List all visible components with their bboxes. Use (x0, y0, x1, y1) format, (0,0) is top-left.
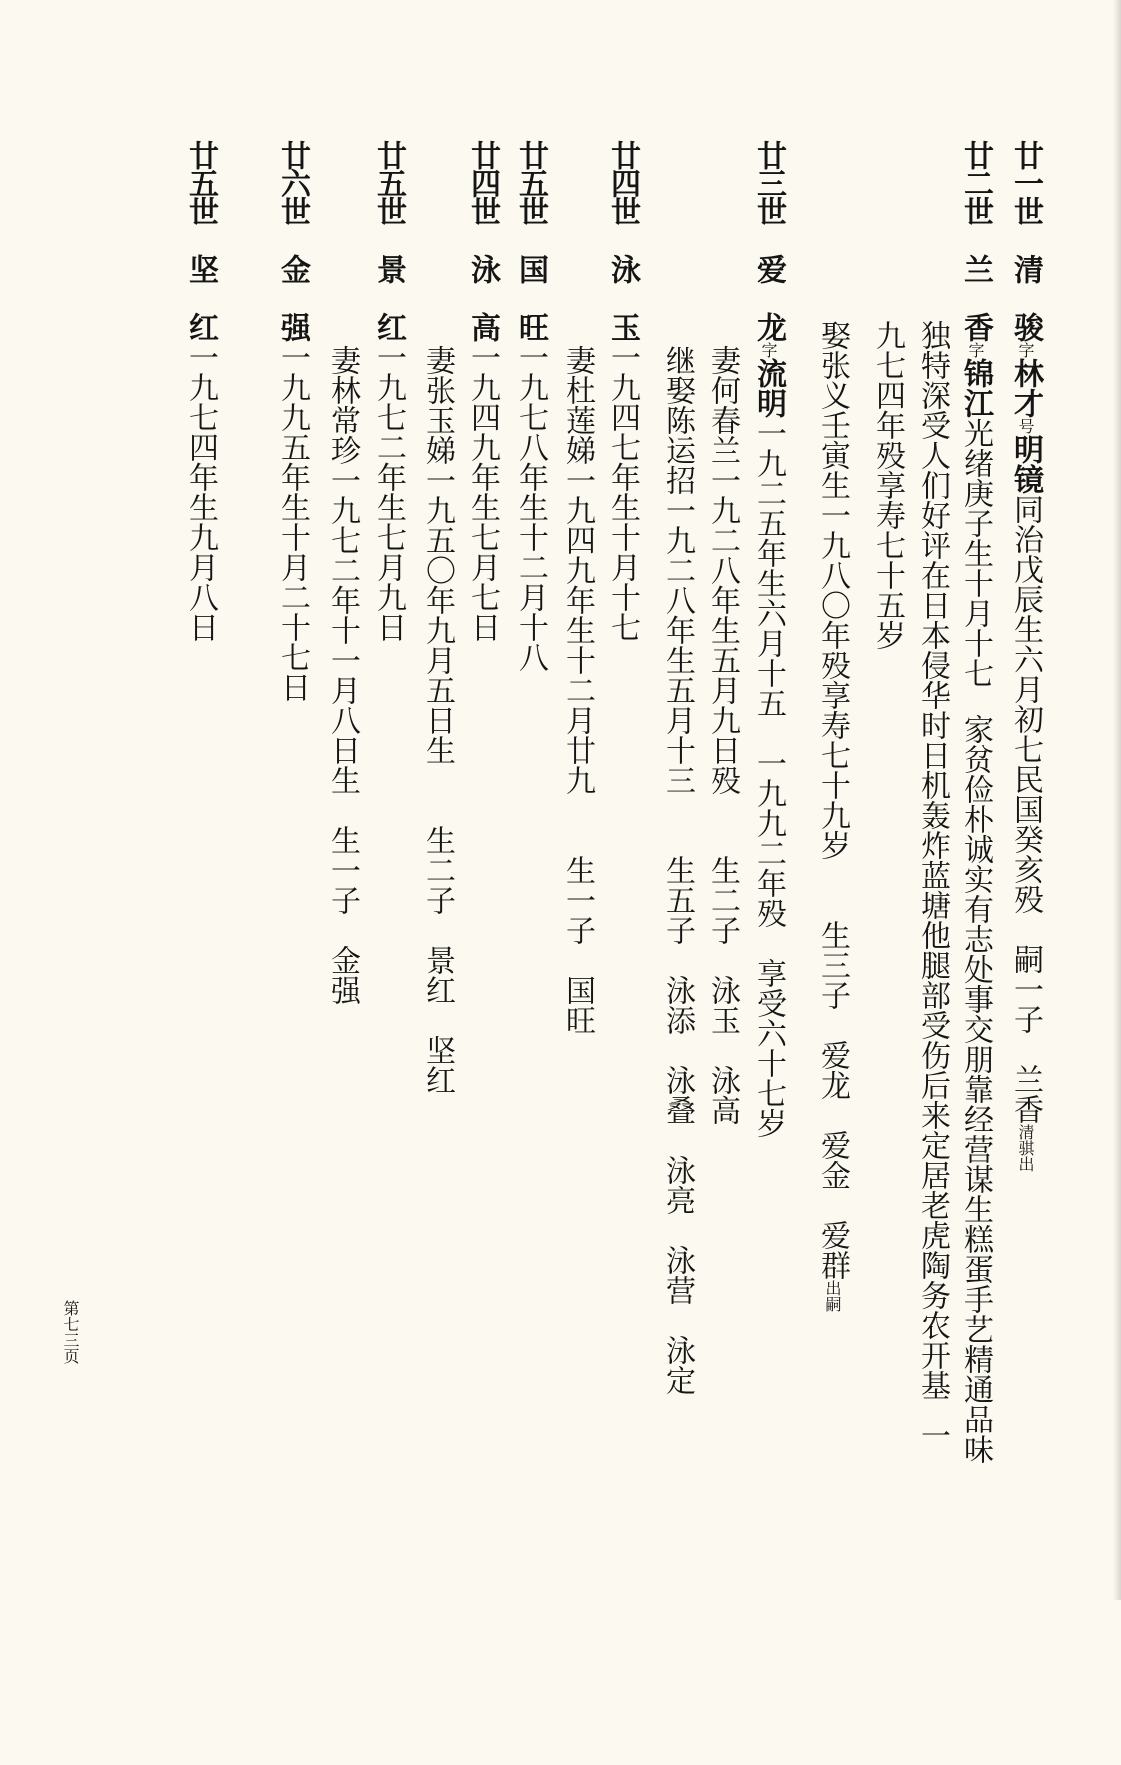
given-name: 红 (183, 312, 218, 342)
generation-label: 廿五世 (513, 140, 548, 224)
entry-23-wife (700, 345, 744, 1765)
courtesy-mark: 字 (966, 342, 985, 358)
generation-name: 泳 (465, 254, 500, 284)
entry-21-qing (1005, 140, 1049, 1560)
entry-24-yongyu (600, 140, 644, 1560)
given-name: 高 (465, 312, 500, 342)
birth-date: 一九七八年生十二月十八 (513, 342, 548, 672)
courtesy-mark: 字 (759, 342, 778, 358)
wife-info: 娶张义壬寅生一九八〇年殁享寿七十九岁 (815, 320, 850, 860)
child-name: 泳添 (660, 975, 695, 1035)
alias-mark: 号 (1016, 418, 1035, 434)
entry-22-lanxiang (955, 140, 999, 1560)
courtesy-name: 锦江 (958, 358, 993, 418)
generation-label: 廿四世 (465, 140, 500, 224)
biography: 家贫俭朴诚实有志处事交朋靠经营谋生糕蛋手艺精通品味 (958, 714, 993, 1464)
page-number: 第七三页 (61, 1300, 80, 1364)
entry-25-jinghong (366, 140, 410, 1560)
child-name: 国旺 (560, 975, 595, 1035)
wife-info: 妻林常珍一九七二年十一月八日生 (325, 345, 360, 795)
generation-label: 廿五世 (183, 140, 218, 224)
child-name: 爱金 (815, 1130, 850, 1190)
child-name: 泳亮 (660, 1155, 695, 1215)
entry-23-second-wife (655, 345, 699, 1765)
wife-info: 妻杜莲娣一九四九年生十二月廿九 (560, 345, 595, 795)
entry-24-yonggao (460, 140, 504, 1560)
given-name: 红 (371, 312, 406, 342)
child-name: 泳营 (660, 1245, 695, 1305)
child-name: 坚红 (420, 1035, 455, 1095)
entry-24-yonggao-wife (415, 345, 459, 1765)
generation-name: 爱 (751, 254, 786, 284)
page-edge (1113, 0, 1121, 1600)
biography: 独特深受人们好评在日本侵华时日机轰炸蓝塘他腿部受伤后来定居老虎陶务农开基 (915, 320, 950, 1400)
children-count: 生一子 (325, 825, 360, 915)
given-name: 骏 (1008, 312, 1043, 342)
child-name: 泳叠 (660, 1065, 695, 1125)
heir-name: 兰香 (1008, 1064, 1043, 1124)
generation-label: 廿四世 (605, 140, 640, 224)
birth-date: 一九四九年生七月七日 (465, 342, 500, 642)
generation-label: 廿二世 (958, 140, 993, 224)
birth-date: 一九七二年生七月九日 (371, 342, 406, 642)
child-name: 泳高 (705, 1065, 740, 1125)
child-name: 景红 (420, 945, 455, 1005)
wife-info: 妻张玉娣一九五〇年九月五日生 (420, 345, 455, 765)
death-date: 一九九二年殁 (751, 748, 786, 928)
birth-date: 一九七四年生九月八日 (183, 342, 218, 642)
generation-label: 廿六世 (275, 140, 310, 224)
children-count: 生一子 (560, 855, 595, 945)
wife-info: 妻何春兰一九二八年生五月九日殁 (705, 345, 740, 795)
child-name: 金强 (325, 945, 360, 1005)
given-name: 强 (275, 312, 310, 342)
entry-26-jinqiang (270, 140, 314, 1560)
entry-23-ailong (748, 140, 792, 1560)
children-count: 生二子 (420, 825, 455, 915)
entry-22-death (865, 320, 909, 1740)
death-date: 九七四年殁享寿七十五岁 (870, 320, 905, 650)
entry-25-guowang (508, 140, 552, 1560)
birth-date: 一九九五年生十月二十七日 (275, 342, 310, 702)
child-name: 泳玉 (705, 975, 740, 1035)
entry-25-jinghong-wife (320, 345, 364, 1765)
generation-label: 廿一世 (1008, 140, 1043, 224)
birth-date: 一九二五年生六月十五 (751, 418, 786, 718)
generation-name: 金 (275, 254, 310, 284)
entry-22-biography-cont (910, 320, 954, 1740)
birth-date: 光绪庚子生十月十七 (958, 418, 993, 688)
courtesy-mark: 字 (1016, 342, 1035, 358)
children-count: 生二子 (705, 855, 740, 945)
entry-24-yongyu-wife (555, 345, 599, 1765)
generation-name: 景 (371, 254, 406, 284)
given-name: 玉 (605, 312, 640, 342)
courtesy-name: 林才 (1008, 358, 1043, 418)
entry-25-jianhong (178, 140, 222, 1560)
given-name: 龙 (751, 312, 786, 342)
generation-label: 廿三世 (751, 140, 786, 224)
child-name: 爱群 (815, 1220, 850, 1280)
courtesy-name: 流明 (751, 358, 786, 418)
generation-name: 泳 (605, 254, 640, 284)
biography-cont: 一 (915, 1420, 950, 1450)
generation-name: 清 (1008, 254, 1043, 284)
given-name: 旺 (513, 312, 548, 342)
generation-name: 国 (513, 254, 548, 284)
children-count: 生三子 (815, 920, 850, 1010)
generation-name: 坚 (183, 254, 218, 284)
life-dates: 同治戊辰生六月初七民国癸亥殁 (1008, 494, 1043, 914)
children-count: 生五子 (660, 855, 695, 945)
origin-note: 清骐出 (1016, 1124, 1035, 1172)
child-name: 爱龙 (815, 1040, 850, 1100)
age-at-death: 享受六十七岁 (751, 958, 786, 1138)
generation-name: 兰 (958, 254, 993, 284)
child-name: 泳定 (660, 1335, 695, 1395)
heir: 嗣一子 (1008, 944, 1043, 1034)
birth-date: 一九四七年生十月十七 (605, 342, 640, 642)
given-name: 香 (958, 312, 993, 342)
adoption-note: 出嗣 (823, 1280, 842, 1312)
alias-name: 明镜 (1008, 434, 1043, 494)
generation-label: 廿五世 (371, 140, 406, 224)
wife-info: 继娶陈运招一九二八年生五月十三 (660, 345, 695, 795)
entry-22-wife (810, 320, 854, 1740)
